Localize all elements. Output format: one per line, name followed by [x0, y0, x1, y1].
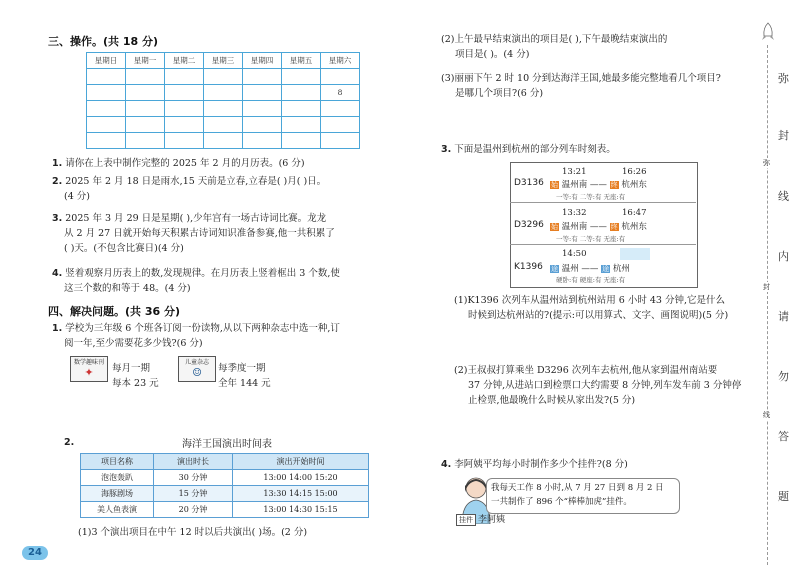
calendar-header-row: [87, 53, 360, 69]
calendar-header: 星期四: [243, 53, 282, 69]
calendar-header: 星期六: [321, 53, 360, 69]
seal-char: 线: [763, 411, 770, 419]
question-4: 4. 竖着观察月历表上的数,发现规律。在月历表上竖着框出 3 个数,使 这三个数的和等于 48。(4 分): [52, 268, 340, 294]
station-row: 始 温州南 —— 终 杭州东: [551, 180, 647, 190]
problem-2-sub3: (3)丽丽下午 2 时 10 分到达海洋王国,她最多能完整地看几个项目? 是哪几个项目?(6 分): [441, 73, 721, 99]
train-id: D3296: [514, 220, 544, 230]
problem-4-title: 4. 李阿姨平均每小时制作多少个挂件?(8 分): [441, 459, 628, 470]
dep-time: 14:50: [562, 249, 587, 259]
sidebar-char: 封: [778, 129, 789, 142]
dep-time: 13:21: [562, 167, 587, 177]
rocket-icon: [760, 22, 776, 42]
problem-1: 1. 学校为三年级 6 个班各订阅一份读物,从以下两种杂志中选一种,订 阅一年,至少需要花多少钱?(6 分): [52, 323, 340, 349]
problem-2-sub2: (2)上午最早结束演出的项目是( ),下午最晚结束演出的 项目是( )。(4 分): [441, 34, 668, 60]
station-row: 始 温州南 —— 终 杭州东: [551, 222, 647, 232]
magazine-math-icon: 数学趣味刊 ✦: [70, 356, 108, 382]
pendant-tag: 挂件: [456, 514, 476, 526]
sidebar-char: 请: [778, 310, 789, 323]
calendar-header: 星期三: [204, 53, 243, 69]
seal-line: [767, 45, 768, 565]
table-row: 泡泡轰趴 30 分钟 13:00 14:00 15:20: [81, 470, 369, 486]
dep-time: 13:32: [562, 208, 587, 218]
magazine-kids-icon: 儿童杂志 ☺: [178, 356, 216, 382]
sidebar-char: 答: [778, 430, 789, 443]
table-row: 海豚剧场 15 分钟 13:30 14:15 15:00: [81, 486, 369, 502]
station-row: 途 温州 —— 途 杭州: [551, 264, 630, 274]
seal-char: 封: [763, 283, 770, 291]
arr-time: 16:26: [622, 167, 647, 177]
aunt-label: 李阿姨: [478, 515, 506, 525]
question-2: 2. 2025 年 2 月 18 日是雨水,15 天前是立春,立春是( )月( )日。 (4 分): [52, 176, 327, 202]
calendar-table: [86, 52, 360, 149]
page-number: 24: [22, 546, 48, 560]
problem-2-sub1: (1)3 个演出项目在中午 12 时以后共演出( )场。(2 分): [78, 527, 308, 538]
seat-info: 硬卧:有 硬座:有 无座:有: [556, 276, 626, 284]
train-id: D3136: [514, 178, 544, 188]
calendar-header: 星期日: [87, 53, 126, 69]
train-id: K1396: [514, 262, 543, 272]
problem-3-sub2: (2)王叔叔打算乘坐 D3296 次列车去杭州,他从家到温州南站要 37 分钟,从进站口到检票口大约需要 8 分钟,列车发车前 3 分钟停 止检票,他最晚什么时候从家出发?(5 分): [454, 365, 742, 406]
arr-time: 16:47: [622, 208, 647, 218]
problem-2-number: 2.: [64, 437, 75, 448]
speech-bubble: 我每天工作 8 小时,从 7 月 27 日到 8 月 2 日 一共制作了 896 个“棒棒加虎”挂件。: [486, 478, 680, 514]
sidebar-char: 弥: [778, 72, 789, 85]
calendar-header: 星期一: [126, 53, 165, 69]
seat-info: 一等:有 二等:有 无座:有: [556, 193, 626, 201]
calendar-header: 星期五: [282, 53, 321, 69]
calendar-header: 星期二: [165, 53, 204, 69]
sidebar-char: 勿: [778, 370, 789, 383]
magazine1-info: 每月一期 每本 23 元: [112, 363, 159, 389]
sidebar-char: 线: [778, 190, 789, 203]
question-1: 1. 请你在上表中制作完整的 2025 年 2 月的月历表。(6 分): [52, 158, 305, 169]
question-3: 3. 2025 年 3 月 29 日是星期( ),少年宫有一场古诗词比赛。龙龙 从 2 月 27 日就开始每天积累古诗词知识准备参赛,他一共积累了 ( )天。(不包含比赛日)(4 分): [52, 213, 335, 254]
seal-char: 弥: [763, 159, 770, 167]
table-row: 美人鱼表演 20 分钟 13:00 14:30 15:15: [81, 502, 369, 518]
section3-title: 三、操作。(共 18 分): [48, 35, 159, 48]
calendar-cell-value: 8: [321, 85, 360, 101]
table-header-row: 项目名称 演出时长 演出开始时间: [81, 454, 369, 470]
problem-3-sub1: (1)K1396 次列车从温州站到杭州站用 6 小时 43 分钟,它是什么 时候到达杭州站的?(提示:可以用算式、文字、画图说明)(5 分): [454, 295, 729, 321]
magazine2-info: 每季度一期 全年 144 元: [218, 363, 271, 389]
show-schedule-table: [80, 453, 369, 518]
sidebar-char: 题: [778, 490, 789, 503]
seat-info: 一等:有 二等:有 无座:有: [556, 235, 626, 243]
sidebar-char: 内: [778, 250, 789, 263]
arrival-hidden-box: [620, 248, 650, 260]
section4-title: 四、解决问题。(共 36 分): [48, 305, 181, 318]
show-table-title: 海洋王国演出时间表: [182, 439, 272, 450]
problem-3-title: 3. 下面是温州到杭州的部分列车时刻表。: [441, 144, 616, 155]
